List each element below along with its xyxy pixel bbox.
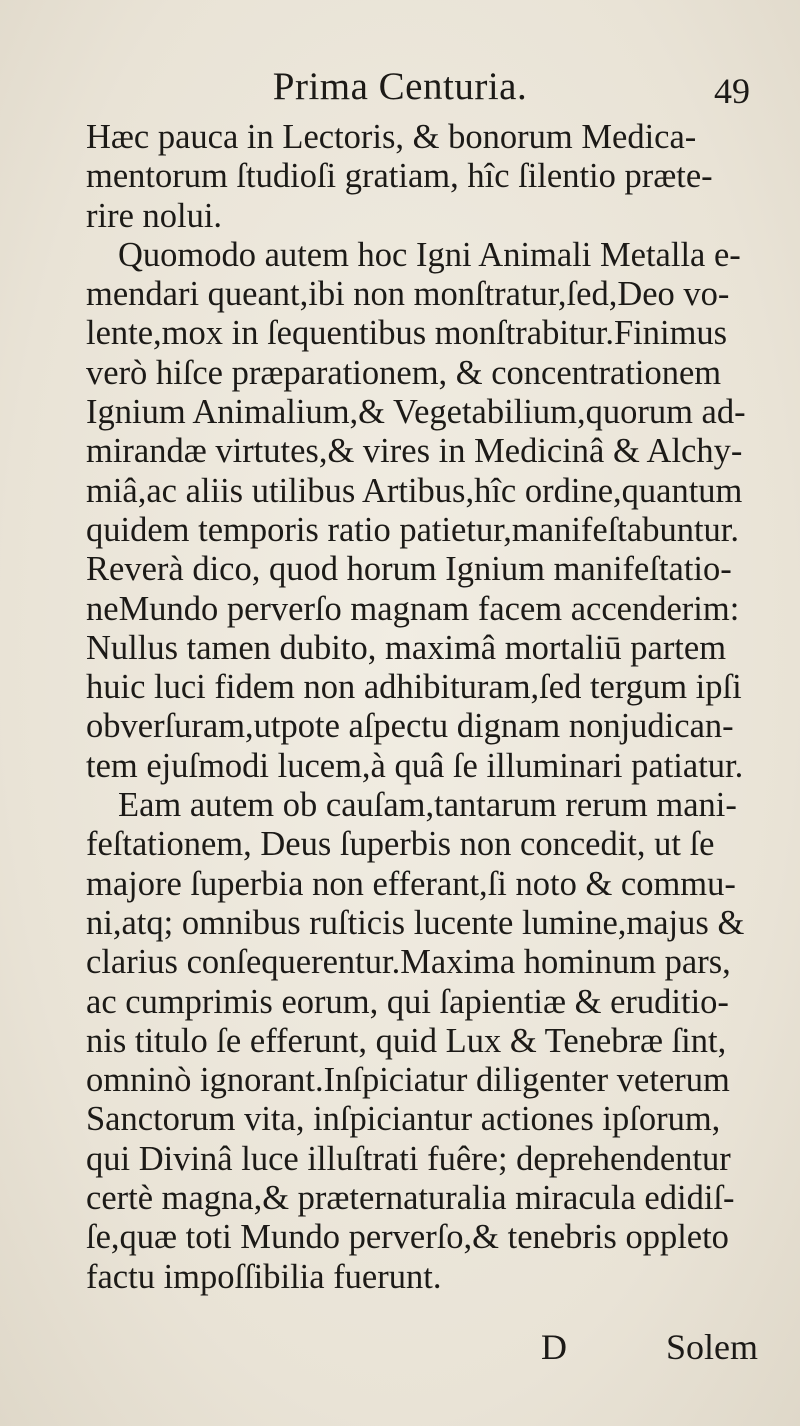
page-header: [0, 64, 800, 114]
text-line: tem ejuſmodi lucem,à quâ ſe illuminari patiatur.: [86, 746, 744, 785]
text-line: lente,mox in ſequentibus monſtrabitur.Finimus: [86, 314, 728, 353]
text-line: verò hiſce præparationem, & concentrationem: [86, 353, 722, 392]
text-line: qui Divinâ luce illuſtrati fuêre; deprehendentur: [86, 1139, 731, 1178]
text-line: huic luci fidem non adhibituram,ſed tergum ipſi: [86, 668, 742, 707]
text-line: feſtationem, Deus ſuperbis non concedit, ut ſe: [86, 825, 715, 864]
text-line: mirandæ virtutes,& vires in Medicinâ & Alchy-: [86, 432, 743, 471]
body-text: [86, 118, 758, 1297]
text-line: neMundo perverſo magnam facem accenderim:: [86, 589, 740, 628]
text-line: majore ſuperbia non efferant,ſi noto & commu-: [86, 864, 736, 903]
text-line: miâ,ac aliis utilibus Artibus,hîc ordine,quantum: [86, 471, 743, 510]
catchword: Solem: [665, 1327, 758, 1367]
text-line: clarius conſequerentur.Maxima hominum pars,: [86, 943, 731, 982]
signature-mark: D: [541, 1327, 567, 1367]
text-line: Quomodo autem hoc Igni Animali Metalla e-: [118, 235, 741, 274]
text-line: mentorum ſtudioſi gratiam, hîc ſilentio præte-: [86, 157, 713, 196]
text-line: ni,atq; omnibus ruſticis lucente lumine,majus &: [86, 903, 745, 942]
text-line: rire nolui.: [86, 196, 223, 235]
text-line: mendari queant,ibi non monſtratur,ſed,Deo vo-: [86, 275, 730, 314]
text-line: quidem temporis ratio patietur,manifeſtabuntur.: [86, 510, 739, 549]
page-number: 49: [714, 71, 750, 111]
text-line: ac cumprimis eorum, qui ſapientiæ & eruditio-: [86, 982, 729, 1021]
text-line: Reverà dico, quod horum Ignium manifeſtatio-: [86, 550, 732, 589]
text-line: factu impoſſibilia fuerunt.: [86, 1257, 442, 1296]
text-line: nis titulo ſe efferunt, quid Lux & Tenebræ ſint,: [86, 1021, 727, 1060]
text-line: Sanctorum vita, inſpiciantur actiones ipſorum,: [86, 1100, 721, 1139]
running-title: Prima Centuria.: [272, 65, 528, 108]
text-line: Hæc pauca in Lectoris, & bonorum Medica-: [86, 118, 697, 156]
text-line: certè magna,& præternaturalia miracula edidiſ-: [86, 1179, 735, 1218]
text-line: Ignium Animalium,& Vegetabilium,quorum ad-: [86, 393, 746, 432]
page-footer: [86, 1326, 758, 1376]
text-line: ſe,quæ toti Mundo perverſo,& tenebris oppleto: [86, 1218, 729, 1257]
text-line: Nullus tamen dubito, maximâ mortaliū partem: [86, 628, 727, 667]
text-line: Eam autem ob cauſam,tantarum rerum mani-: [118, 786, 737, 825]
text-line: obverſuram,utpote aſpectu dignam nonjudican-: [86, 707, 734, 746]
text-line: omninò ignorant.Inſpiciatur diligenter veterum: [86, 1061, 730, 1100]
